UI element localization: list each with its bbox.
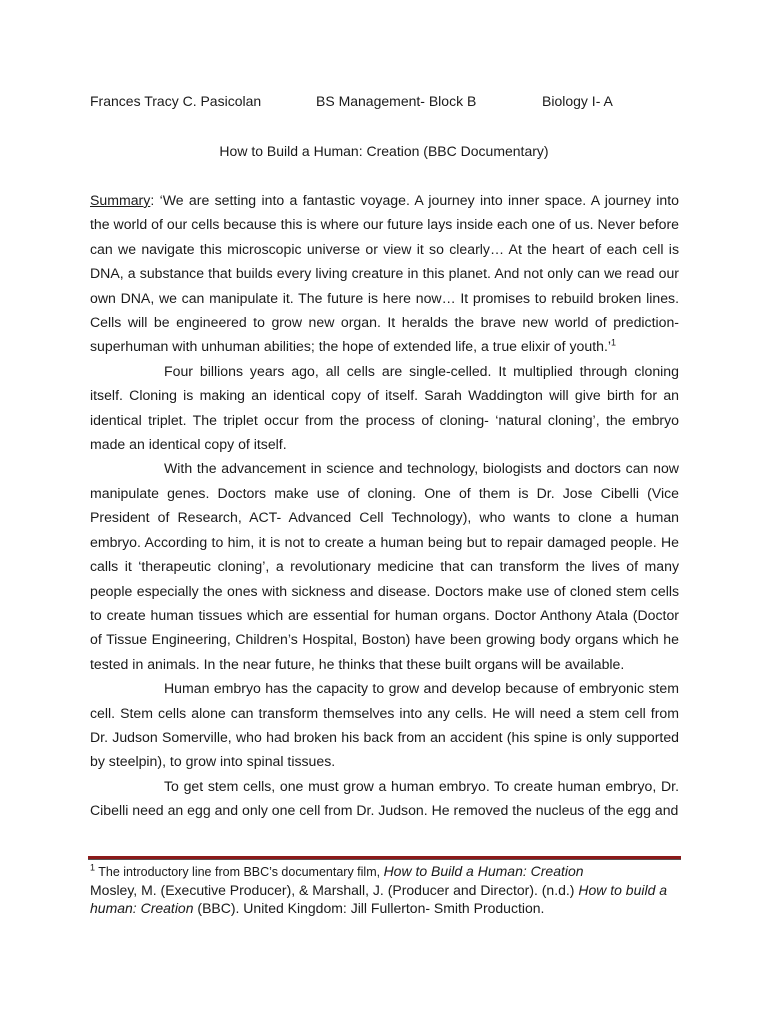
footnote-reference: 1 — [611, 337, 617, 348]
paragraph-cloning-origin: Four billions years ago, all cells are single-celled. It multiplied through cloning itself. Cloning is making an identical copy of itself. Sarah Waddington will give birth for an identical triplet. The triplet occur from the process of cloning- ‘natural cloning’, the embryo made an identical copy of itself. — [90, 362, 679, 453]
footnote-citation-start: Mosley, M. (Executive Producer), & Marshall, J. (Producer and Director). (n.d.) — [90, 882, 579, 898]
course-name: Biology I- A — [542, 93, 613, 109]
footnote-citation-end: (BBC). United Kingdom: Jill Fullerton- Smith Production. — [193, 900, 545, 916]
paragraph-therapeutic-cloning: With the advancement in science and technology, biologists and doctors can now manipulate genes. Doctors make use of cloning. One of them is Dr. Jose Cibelli (Vice President of Research, ACT- Advanced Cell Technology), who wants to clone a human embryo. According to him, it is not to create a human being but to repair damaged people. He calls it ‘therapeutic cloning’, a revolutionary medicine that can transform the lives of many people especially the ones with sickness and disease. Doctors make use of cloned stem cells to create human tissues which are essential for human organs. Doctor Anthony Atala (Doctor of Tissue Engineering, Children’s Hospital, Boston) have been growing body organs which he tested in animals. In the near future, he thinks that these built organs will be available. — [90, 460, 679, 672]
author-name: Frances Tracy C. Pasicolan — [90, 93, 262, 109]
summary-text: ‘We are setting into a fantastic voyage. A journey into inner space. A journey into the world of our cells because this is where our future lays inside each one of us. Never before can we navigate this microscopic universe or view it so clearly… At the heart of each cell is DNA, a substance that builds every living creature in this planet. And not only can we read our own DNA, we can manipulate it. The future is here now… It promises to rebuild broken lines. Cells will be engineered to grow new organ. It heralds the brave new world of prediction- superhuman with unhuman abilities; the hope of extended life, a true elixir of youth.’ — [90, 192, 679, 355]
summary-separator: : — [150, 192, 160, 208]
footnote-citation-title: How to build a human: Creation — [90, 882, 668, 916]
document-title: How to Build a Human: Creation (BBC Documentary) — [219, 143, 549, 159]
paragraph-stem-cells: Human embryo has the capacity to grow and develop because of embryonic stem cell. Stem cells alone can transform themselves into any cells. He will need a stem cell from Dr. Judson Somerville, who had broken his back from an accident (his spine is only supported by steelpin), to grow into spinal tissues. — [90, 680, 679, 770]
footnote — [90, 862, 682, 917]
footnote-divider — [88, 856, 681, 860]
summary-label: Summary — [90, 192, 151, 208]
program-block: BS Management- Block B — [316, 93, 477, 109]
footnote-lead: The introductory line from BBC’s documentary film, — [95, 865, 384, 879]
summary-paragraph — [90, 188, 679, 359]
paragraph-human-embryo: To get stem cells, one must grow a human embryo. To create human embryo, Dr. Cibelli need an egg and only one cell from Dr. Judson. He removed the nucleus of the egg and — [90, 777, 679, 819]
document-body — [90, 188, 679, 823]
footnote-marker: 1 — [90, 862, 96, 873]
footnote-film-title: How to Build a Human: Creation — [383, 863, 584, 879]
